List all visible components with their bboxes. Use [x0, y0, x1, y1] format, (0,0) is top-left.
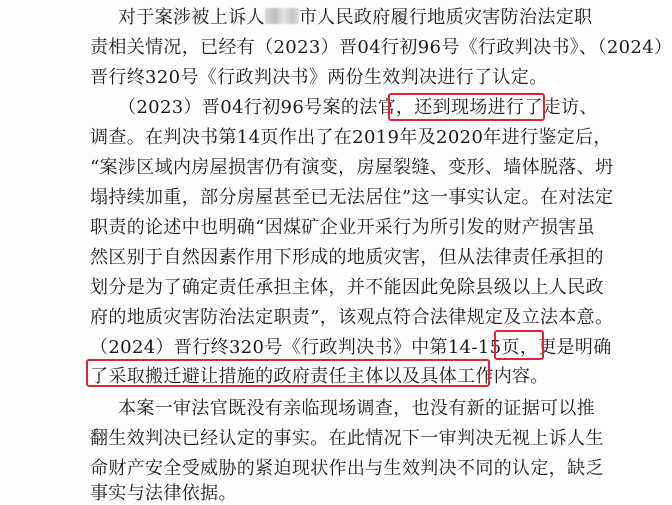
paragraph-2-line-4: 塌持续加重，部分房屋甚至已无法居住”这一事实认定。在对法定 — [90, 187, 614, 208]
paragraph-2-line-6: 然区别于自然因素作用下形成的地质灾害，但从法律责任承担的 — [90, 247, 604, 268]
paragraph-2-line-2: 调查。在判决书第14页作出了在2019年及2020年进行鉴定后， — [90, 127, 612, 148]
line-text-after: 市人民政府履行地质灾害防治法定职 — [298, 7, 593, 28]
paragraph-2-line-3: “案涉区域内房屋损害仍有演变，房屋裂缝、变形、墙体脱落、坍 — [90, 157, 614, 178]
redacted-name — [265, 8, 299, 24]
paragraph-2-line-8: 府的地质灾害防治法定职责”，该观点符合法律规定及立法本意。 — [90, 307, 614, 328]
paragraph-1-line-1 — [118, 7, 592, 29]
paragraph-2-line-9: （2024）晋行终320号《行政判决书》中第14-15页，更是明确 — [90, 337, 612, 358]
paragraph-1-line-3: 晋行终320号《行政判决书》两份生效判决进行了认定。 — [90, 67, 548, 88]
paragraph-2-line-1: （2023）晋04行初96号案的法官，还到现场进行了走访、 — [118, 97, 598, 118]
paragraph-2-line-7: 划分是为了确定责任承担主体，并不能因此免除县级以上人民政 — [90, 277, 604, 298]
paragraph-3-line-2: 翻生效判决已经认定的事实。在此情况下一审判决无视上诉人生 — [90, 428, 604, 449]
line-text-before: 对于案涉被上诉人 — [118, 7, 265, 28]
paragraph-3-line-3: 命财产安全受威胁的紧迫现状作出与生效判决不同的认定，缺乏 — [90, 458, 604, 479]
paragraph-1-line-2: 责相关情况，已经有（2023）晋04行初96号《行政判决书》、（2024） — [90, 37, 672, 58]
paragraph-3-line-1: 本案一审法官既没有亲临现场调查，也没有新的证据可以推 — [118, 398, 596, 419]
paragraph-3-line-4: 事实与法律依据。 — [90, 483, 237, 504]
paragraph-2-line-10: 了采取搬迁避让措施的政府责任主体以及具体工作内容。 — [90, 366, 549, 387]
paragraph-2-line-5: 职责的论述中也明确“因煤矿企业开采行为所引发的财产损害虽 — [90, 217, 595, 238]
